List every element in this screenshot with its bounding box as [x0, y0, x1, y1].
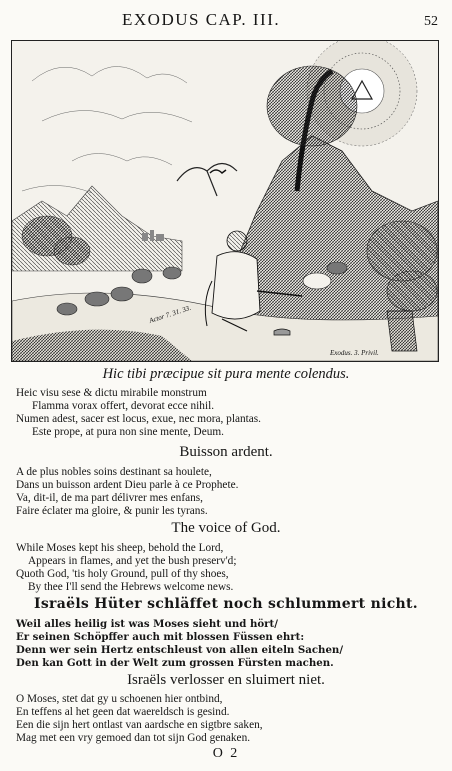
dutch-line-1: O Moses, stet dat gy u schoenen hier ontbind,	[16, 693, 223, 705]
french-line-1: A de plus nobles soins destinant sa houlete,	[16, 466, 212, 478]
removed-shoes	[274, 329, 290, 335]
signature-mark: O 2	[212, 746, 240, 761]
tree-stump	[387, 311, 417, 351]
german-line-3: Denn wer sein Hertz entschleust von allen eiteln Sachen/	[16, 644, 344, 656]
english-line-2: Appears in flames, and yet the bush preserv'd;	[28, 555, 237, 567]
dutch-line-3: Een die sijn hert ontlast van aardsche en sigtbre saken,	[16, 719, 263, 731]
french-line-3: Va, dit-il, de ma part délivrer mes enfans,	[16, 492, 203, 504]
dutch-heading: Israëls verlosser en sluimert niet.	[127, 672, 325, 688]
page-number: 52	[424, 14, 438, 29]
page-header	[0, 8, 452, 32]
latin-line-2: Flamma vorax offert, devorat ecce nihil.	[32, 400, 215, 412]
dutch-line-2: En teffens al het geen dat waereldsch is gesind.	[16, 706, 230, 718]
french-line-2: Dans un buisson ardent Dieu parle à ce Prophete.	[16, 479, 239, 491]
english-line-3: Quoth God, 'tis holy Ground, pull of thy shoes,	[16, 568, 229, 580]
latin-line-1: Heic visu sese & dictu mirabile monstrum	[16, 387, 207, 399]
latin-line-4: Este prope, at pura non sine mente, Deum.	[32, 426, 224, 438]
citation-acts: Actor 7. 31. 33.	[148, 303, 193, 325]
latin-line-3: Numen adest, sacer est locus, exue, nec mora, plantas.	[16, 413, 261, 425]
english-line-4: By thee I'll send the Hebrews welcome news.	[28, 581, 234, 593]
german-line-2: Er seinen Schöpffer auch mit blossen Füssen ehrt:	[16, 631, 305, 643]
english-heading: The voice of God.	[171, 520, 281, 536]
bird	[210, 170, 226, 173]
citation-exodus: Exodus. 3. Privil.	[330, 349, 379, 357]
engraving-plate	[11, 40, 439, 362]
german-heading: Israëls Hüter schläffet noch schlummert nicht.	[34, 596, 418, 612]
running-title: EXODUS CAP. III.	[122, 10, 281, 29]
dutch-line-4: Mag met een vry gemoed dan tot sijn God genaken.	[16, 732, 251, 744]
french-line-4: Faire éclater ma gloire, & punir les tyrans.	[16, 505, 208, 517]
german-line-4: Den kan Gott in der Welt zum grossen Fürsten machen.	[16, 657, 334, 669]
motto: Hic tibi præcipue sit pura mente colendus.	[102, 366, 350, 382]
english-line-1: While Moses kept his sheep, behold the Lord,	[16, 542, 224, 554]
sky-clouds	[22, 66, 192, 193]
burning-bush-engraving	[12, 41, 438, 361]
german-line-1: Weil alles heilig ist was Moses sieht und hört/	[16, 618, 278, 630]
french-heading: Buisson ardent.	[179, 444, 273, 460]
